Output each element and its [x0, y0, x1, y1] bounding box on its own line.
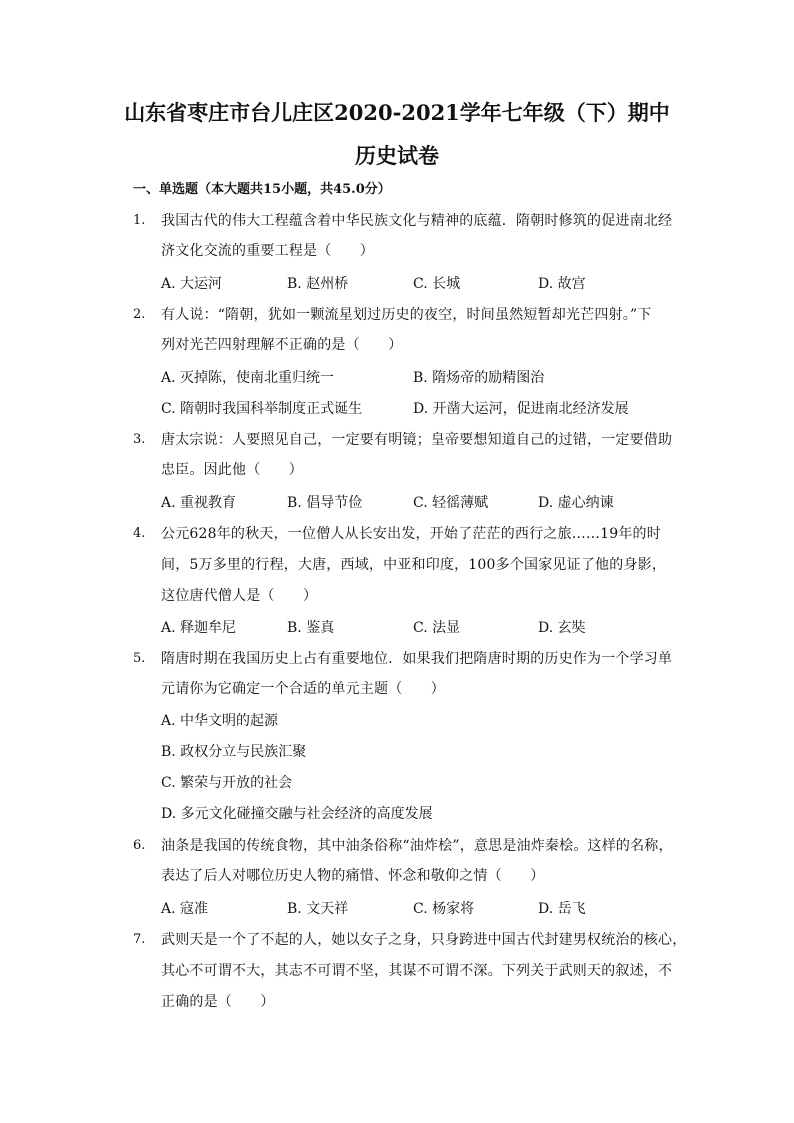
- question-2: [133, 305, 673, 355]
- option-d[interactable]: D. 多元文化碰撞交融与社会经济的高度发展: [161, 806, 433, 822]
- option-b[interactable]: B. 文天祥: [287, 901, 349, 917]
- question-text-line: 表达了后人对哪位历史人物的痛惜、怀念和敬仰之情（ ）: [161, 868, 545, 884]
- question-3: [133, 430, 673, 480]
- question-text-line: 忠臣。因此他（ ）: [161, 462, 303, 478]
- question-4: [133, 524, 673, 606]
- exam-title-line1: 山东省枣庄市台儿庄区2020-2021学年七年级（下）期中: [124, 100, 670, 125]
- option-b[interactable]: B. 政权分立与民族汇聚: [161, 744, 307, 760]
- option-a[interactable]: A. 大运河: [161, 276, 223, 292]
- question-text-line: 正确的是（ ）: [161, 994, 275, 1010]
- question-6: [133, 836, 673, 886]
- option-d[interactable]: D. 开凿大运河，促进南北经济发展: [413, 401, 629, 417]
- question-number: 4.: [133, 526, 146, 541]
- option-b[interactable]: B. 鉴真: [287, 620, 335, 636]
- question-number: 3.: [133, 432, 146, 447]
- option-c[interactable]: C. 法显: [413, 620, 461, 636]
- exam-title-line2: 历史试卷: [355, 143, 439, 168]
- option-c[interactable]: C. 杨家将: [413, 901, 475, 917]
- option-c[interactable]: C. 繁荣与开放的社会: [161, 775, 293, 791]
- question-text-line: 武则天是一个了不起的人，她以女子之身，只身跨进中国古代封建男权统治的核心，: [161, 932, 687, 948]
- option-d[interactable]: D. 岳飞: [538, 901, 586, 917]
- question-text-line: 其心不可谓不大，其志不可谓不坚，其谋不可谓不深。下列关于武则天的叙述，不: [161, 963, 673, 979]
- question-number: 2.: [133, 307, 146, 322]
- question-text-line: 列对光芒四射理解不正确的是（ ）: [161, 337, 403, 353]
- question-text-line: 元请你为它确定一个合适的单元主题（ ）: [161, 681, 445, 697]
- question-text-line: 唐太宗说：人要照见自己，一定要有明镜；皇帝要想知道自己的过错，一定要借助: [161, 432, 673, 448]
- question-number: 7.: [133, 932, 146, 947]
- option-c[interactable]: C. 隋朝时我国科举制度正式诞生: [161, 401, 363, 417]
- option-b[interactable]: B. 倡导节俭: [287, 495, 363, 511]
- option-a[interactable]: A. 中华文明的起源: [161, 713, 279, 729]
- question-text-line: 公元628年的秋天，一位僧人从长安出发，开始了茫茫的西行之旅……19年的时: [161, 526, 661, 542]
- question-7: [133, 930, 687, 1012]
- question-text-line: 我国古代的伟大工程蕴含着中华民族文化与精神的底蕴．隋朝时修筑的促进南北经: [161, 213, 673, 229]
- question-text-line: 这位唐代僧人是（ ）: [161, 588, 318, 604]
- question-text-line: 间，5万多里的行程，大唐，西域，中亚和印度，100多个国家见证了他的身影，: [161, 557, 667, 573]
- option-a[interactable]: A. 寇准: [161, 901, 209, 917]
- option-a[interactable]: A. 重视教育: [161, 495, 237, 511]
- option-b[interactable]: B. 赵州桥: [287, 276, 349, 292]
- option-d[interactable]: D. 故宫: [538, 276, 586, 292]
- question-number: 5.: [133, 651, 146, 666]
- question-text-line: 油条是我国的传统食物，其中油条俗称“油炸桧”，意思是油炸秦桧。这样的名称，: [161, 838, 673, 854]
- option-a[interactable]: A. 释迦牟尼: [161, 620, 237, 636]
- question-1: [133, 211, 673, 261]
- option-c[interactable]: C. 长城: [413, 276, 461, 292]
- option-a[interactable]: A. 灭掉陈，使南北重归统一: [161, 370, 335, 386]
- option-d[interactable]: D. 玄奘: [538, 620, 586, 636]
- question-5: [133, 649, 673, 699]
- section-heading: 一、单选题（本大题共15小题，共45.0分）: [133, 182, 391, 197]
- option-c[interactable]: C. 轻徭薄赋: [413, 495, 489, 511]
- question-number: 1.: [133, 213, 146, 228]
- option-b[interactable]: B. 隋炀帝的励精图治: [413, 370, 545, 386]
- question-text-line: 有人说：“隋朝，犹如一颗流星划过历史的夜空，时间虽然短暂却光芒四射。”下: [161, 307, 652, 323]
- question-text-line: 隋唐时期在我国历史上占有重要地位．如果我们把隋唐时期的历史作为一个学习单: [161, 651, 673, 667]
- question-text-line: 济文化交流的重要工程是（ ）: [161, 243, 374, 259]
- option-d[interactable]: D. 虚心纳谏: [538, 495, 614, 511]
- question-number: 6.: [133, 838, 146, 853]
